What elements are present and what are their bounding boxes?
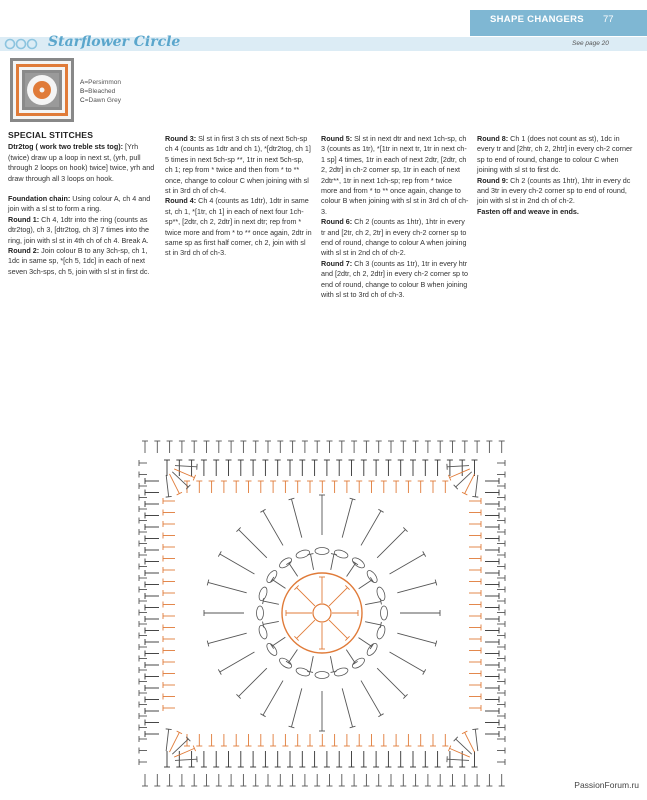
special-stitch-definition: Dtr2tog ( work two treble sts tog): [Yrh (twice) draw up a loop in next st, (yrh, pull through 2 loops on hook) twice] twice, yrh and draw through all 3 loops on hook. — [8, 142, 155, 183]
fasten-off: Fasten off and weave in ends. — [477, 206, 579, 216]
finished-swatch-image — [10, 58, 74, 122]
legend-item: C=Dawn Grey — [80, 97, 122, 104]
page-number: 77 — [603, 14, 614, 25]
instructions-column-1 — [8, 130, 158, 277]
instructions-column-3 — [321, 134, 469, 301]
legend-item: A=Persimmon — [80, 79, 122, 86]
rings-icon — [4, 37, 44, 51]
round-2: Round 2: Join colour B to any 3ch-sp, ch 1, 1dc in same sp, *[ch 5, 1dc] in each of next seven 3ch-sps, ch 5, join with sl st in first dc. — [8, 246, 150, 276]
round-4: Round 4: Ch 4 (counts as 1dtr), 1dtr in same st, ch 1, *[1tr, ch 1] in each of next four 1ch-sp**, [2dtr, ch 2, 2dtr] in next dtr; rep from * twice more and from * to ** once again, 2dtr in same sp as first half corner, ch 2, join with sl st in 3rd ch of ch-3. — [165, 196, 312, 258]
round-9: Round 9: Ch 2 (counts as 1htr), 1htr in every dc and 3tr in every ch-2 corner sp to end of round, join with sl st in 2nd ch of ch-2. — [477, 175, 631, 206]
round-5: Round 5: Sl st in next dtr and next 1ch-sp, ch 3 (counts as 1tr), *[1tr in next tr, 1tr in next ch-1 sp] 4 times, 1tr in each of next 2dtr, [2dtr, ch 2, 2dtr] in ch-2 corner sp, 1tr in each of next 2dtr**, 1tr in next 1ch-sp; rep from * twice more and from * to ** once again, change to colour B when joining with sl st in 3rd ch of ch-3. — [321, 134, 469, 216]
instructions-column-2 — [165, 134, 313, 259]
round-7: Round 7: Ch 3 (counts as 1tr), 1tr in every htr and [2dtr, ch 2, 2dtr] in every ch-2 corner sp to end of round, change to colour B when joining with sl st to 3rd ch of ch-3. — [321, 258, 469, 300]
round-3: Round 3: Sl st in first 3 ch sts of next 5ch-sp ch 4 (counts as 1dtr and ch 1), *[dtr2tog, ch 1] 5 times in next 5ch-sp **, 1tr in next 5ch-sp, ch 1; rep from * twice and then from * to ** once, change to colour C when joining with sl st in 3rd ch of ch-4. — [165, 134, 311, 196]
section-title: SHAPE CHANGERS — [490, 14, 584, 25]
round-6: Round 6: Ch 2 (counts as 1htr), 1htr in every tr and [2tr, ch 2, 2tr] in every ch-2 corner sp to end of round, change to colour A when joining with sl st in 2nd ch of ch-2. — [321, 217, 467, 258]
foundation-chain: Foundation chain: Using colour A, ch 4 and join with a sl st to form a ring. — [8, 194, 151, 214]
round-8: Round 8: Ch 1 (does not count as st), 1dc in every tr and [2htr, ch 2, 2htr] in every ch-2 corner sp to end of round, change to colour C when joining with sl st to first dc. — [477, 134, 633, 175]
legend-item: B=Bleached — [80, 88, 116, 95]
colour-legend — [80, 78, 121, 105]
round-1: Round 1: Ch 4, 1dtr into the ring (counts as dtr2tog), ch 3, [dtr2tog, ch 3] 7 times into the ring, join with sl st in 4th ch of ch 4. Break A. — [8, 214, 150, 245]
pattern-title: Starflower Circle — [48, 34, 181, 50]
see-page-ref: See page 20 — [572, 40, 609, 47]
instructions-column-4 — [477, 134, 633, 217]
watermark: PassionForum.ru — [574, 780, 639, 790]
crochet-chart-diagram — [137, 431, 507, 796]
special-stitches-heading: SPECIAL STITCHES — [8, 130, 94, 140]
